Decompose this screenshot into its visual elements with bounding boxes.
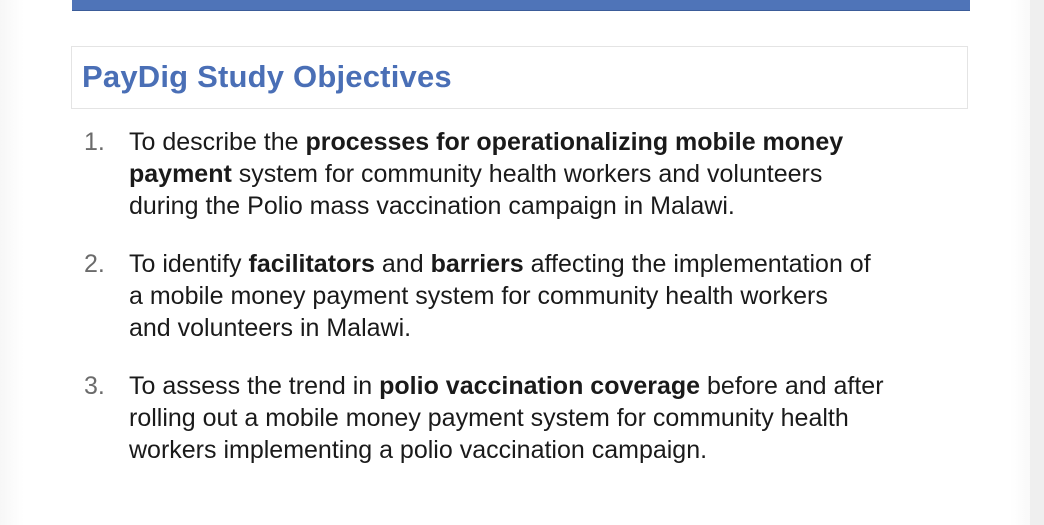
text-run: To assess the trend in <box>129 372 380 400</box>
objective-line <box>129 158 984 190</box>
text-run: during the Polio mass vaccination campaign in Malawi. <box>129 192 735 220</box>
objective-number: 1. <box>84 128 105 156</box>
window-edge <box>1030 0 1044 525</box>
objective-line <box>129 126 984 158</box>
objective-line <box>129 402 984 434</box>
bold-text-run: facilitators <box>248 250 375 278</box>
objective-line <box>129 280 984 312</box>
objective-number: 2. <box>84 250 105 278</box>
objective-item <box>84 370 984 466</box>
objective-line <box>129 434 984 466</box>
text-run: before and after <box>700 372 884 400</box>
objective-line <box>129 312 984 344</box>
title-box <box>71 46 968 109</box>
objective-line <box>129 190 984 222</box>
objective-line <box>129 248 984 280</box>
objective-item <box>84 248 984 344</box>
text-run: rolling out a mobile money payment system for community health <box>129 404 849 432</box>
slide-title: PayDig Study Objectives <box>82 59 452 94</box>
bold-text-run: payment <box>129 160 232 188</box>
bold-text-run: polio vaccination coverage <box>379 372 701 400</box>
text-run: system for community health workers and volunteers <box>231 160 823 188</box>
objectives-list <box>84 126 984 492</box>
text-run: workers implementing a polio vaccination campaign. <box>129 436 708 464</box>
text-run: affecting the implementation of <box>523 250 871 278</box>
header-accent-bar <box>72 0 970 11</box>
text-run: To describe the <box>129 128 306 156</box>
text-run: and <box>374 250 431 278</box>
bold-text-run: barriers <box>430 250 524 278</box>
bold-text-run: processes for operationalizing mobile money <box>305 128 844 156</box>
objective-item <box>84 126 984 222</box>
text-run: a mobile money payment system for community health workers <box>129 282 828 310</box>
objective-line <box>129 370 984 402</box>
text-run: and volunteers in Malawi. <box>129 314 412 342</box>
text-run: To identify <box>129 250 249 278</box>
objective-number: 3. <box>84 372 105 400</box>
